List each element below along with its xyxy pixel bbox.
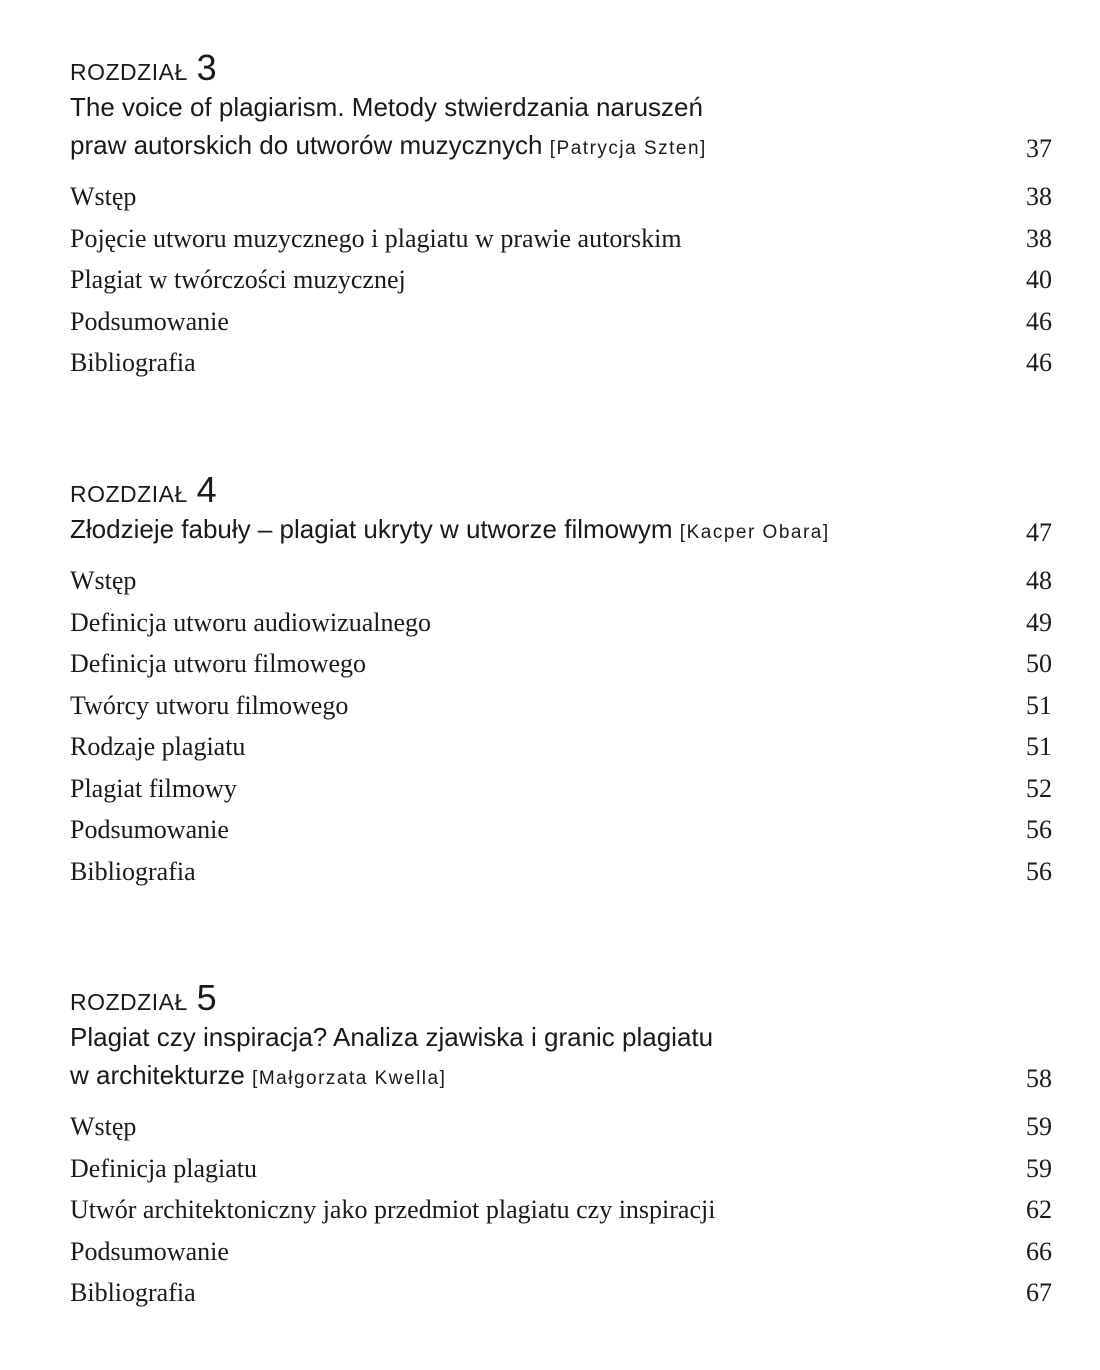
- entry-title: Plagiat filmowy: [70, 773, 237, 803]
- entry-title: Bibliografia: [70, 856, 196, 886]
- entry-page: 66: [1026, 1236, 1052, 1266]
- entry-title: Wstęp: [70, 1112, 137, 1141]
- entry-title: Wstęp: [70, 182, 137, 211]
- chapter-page-number: 58: [1026, 1064, 1052, 1093]
- entry-title: Rodzaje plagiatu: [70, 732, 246, 761]
- toc-entry[interactable]: [70, 602, 1052, 644]
- chapter-5: [70, 978, 1052, 1314]
- toc-entry[interactable]: [70, 259, 1052, 301]
- chapter-label: ROZDZIAŁ 4: [70, 469, 218, 510]
- toc-entry[interactable]: [70, 342, 1052, 384]
- toc-entry[interactable]: [70, 301, 1052, 343]
- chapter-title: [70, 510, 1052, 552]
- toc-entry[interactable]: [70, 685, 1052, 727]
- chapter-title-line: Złodzieje fabuły – plagiat ukryty w utworze filmowym: [70, 514, 673, 544]
- chapter-title-line: praw autorskich do utworów muzycznych: [70, 130, 543, 160]
- toc-entry[interactable]: [70, 1106, 1052, 1148]
- entry-title: Bibliografia: [70, 1278, 196, 1307]
- entry-title: Utwór architektoniczny jako przedmiot plagiatu czy inspiracji: [70, 1195, 716, 1224]
- toc-entry[interactable]: [70, 1189, 1052, 1231]
- entry-page: 46: [1026, 348, 1052, 377]
- entry-page: 52: [1026, 773, 1052, 803]
- chapter-title-line: Plagiat czy inspiracja? Analiza zjawiska i granic plagiatu: [70, 1022, 714, 1052]
- toc-entry[interactable]: [70, 726, 1052, 768]
- entry-title: Plagiat w twórczości muzycznej: [70, 265, 406, 294]
- entry-title: Podsumowanie: [70, 306, 229, 336]
- toc-entry[interactable]: [70, 768, 1052, 810]
- chapter-label: ROZDZIAŁ 5: [70, 977, 218, 1018]
- entry-list: [70, 1106, 1052, 1314]
- toc-entry[interactable]: [70, 1272, 1052, 1314]
- entry-page: 51: [1026, 732, 1052, 761]
- entry-title: Podsumowanie: [70, 1236, 229, 1266]
- toc-entry[interactable]: [70, 809, 1052, 851]
- chapter-4: [70, 470, 1052, 892]
- entry-page: 59: [1026, 1153, 1052, 1183]
- entry-page: 49: [1026, 607, 1052, 637]
- chapter-number: 5: [196, 977, 218, 1018]
- entry-page: 67: [1026, 1278, 1052, 1307]
- toc-entry[interactable]: [70, 1148, 1052, 1190]
- chapter-label: ROZDZIAŁ 3: [70, 47, 218, 88]
- chapter-author: [Małgorzata Kwella]: [252, 1068, 447, 1089]
- chapter-title-line: The voice of plagiarism. Metody stwierdzania naruszeń: [70, 92, 703, 122]
- entry-title: Definicja plagiatu: [70, 1153, 257, 1183]
- toc-entry[interactable]: [70, 643, 1052, 685]
- chapter-number: 3: [196, 47, 218, 88]
- entry-page: 46: [1026, 306, 1052, 336]
- chapter-page-number: 37: [1026, 134, 1052, 163]
- entry-page: 38: [1026, 223, 1052, 253]
- chapter-title: [70, 88, 1052, 168]
- entry-page: 48: [1026, 566, 1052, 595]
- chapter-title: [70, 1018, 1052, 1098]
- entry-page: 51: [1026, 690, 1052, 720]
- entry-page: 40: [1026, 265, 1052, 294]
- entry-title: Wstęp: [70, 566, 137, 595]
- toc-entry[interactable]: [70, 851, 1052, 893]
- toc-entry[interactable]: [70, 176, 1052, 218]
- entry-list: [70, 176, 1052, 384]
- chapter-title-line: w architekturze: [70, 1060, 245, 1090]
- toc-entry[interactable]: [70, 218, 1052, 260]
- chapter-3: [70, 48, 1052, 384]
- toc-entry[interactable]: [70, 560, 1052, 602]
- entry-title: Twórcy utworu filmowego: [70, 690, 349, 720]
- toc-entry[interactable]: [70, 1231, 1052, 1273]
- entry-page: 56: [1026, 815, 1052, 844]
- chapter-number: 4: [196, 469, 218, 510]
- entry-title: Pojęcie utworu muzycznego i plagiatu w prawie autorskim: [70, 223, 682, 253]
- entry-title: Podsumowanie: [70, 815, 229, 844]
- chapter-author: [Patrycja Szten]: [549, 138, 707, 159]
- entry-page: 62: [1026, 1195, 1052, 1224]
- entry-title: Bibliografia: [70, 348, 196, 377]
- entry-page: 38: [1026, 182, 1052, 211]
- entry-list: [70, 560, 1052, 892]
- chapter-author: [Kacper Obara]: [679, 522, 830, 543]
- chapter-page-number: 47: [1026, 518, 1052, 547]
- entry-title: Definicja utworu filmowego: [70, 649, 367, 678]
- entry-page: 50: [1026, 649, 1052, 678]
- entry-page: 59: [1026, 1112, 1052, 1141]
- entry-page: 56: [1026, 856, 1052, 886]
- entry-title: Definicja utworu audiowizualnego: [70, 607, 431, 637]
